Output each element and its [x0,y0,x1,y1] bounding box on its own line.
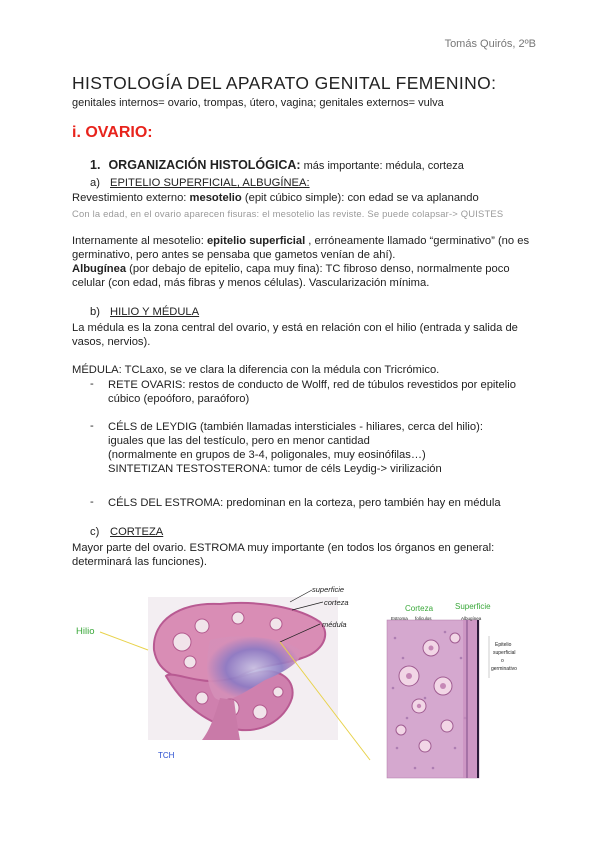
bullet-leydig-l2: iguales que las del testículo, pero en menor cantidad [108,435,370,447]
bullet-leydig-l3: (normalmente en grupos de 3-4, poligonales, muy eosinófilas…) [108,449,426,461]
note-line: superficial [493,650,516,656]
label-sub1: Estroma [391,616,408,621]
subheading-b [90,306,199,318]
text-bold: mesotelio [189,192,242,204]
follicle [173,633,191,651]
label-superficie: superficie [312,585,345,594]
bullet-rete-l2: cúbico (epoóforo, paraóforo) [108,393,250,405]
cortex-detail-figure [385,598,530,780]
bullet-leydig-l1: CÉLS de LEYDIG (también llamadas intersticiales - hiliares, cerca del hilio): [108,421,483,433]
text-segment: (por debajo de epitelio, capa muy fina): TC fibroso denso, normalmente poco [126,263,510,275]
follicle [184,656,196,668]
bullet-estroma-l1: CÉLS DEL ESTROMA: predominan en la corteza, pero también hay en médula [108,497,501,509]
ovary-section-figure [70,580,380,770]
paragraph-medula-l3: MÉDULA: TCLaxo, se ve clara la diferencia con la médula con Tricrómico. [72,364,440,376]
bullet-dash: - [90,378,94,390]
text-bold: epitelio superficial [206,235,306,247]
note-line: Epitelio [495,642,512,648]
paragraph-medula-l1: La médula es la zona central del ovario, y está en relación con el hilio (entrada y salida de [72,322,518,334]
label-sub3: Albugínea [461,616,482,621]
document-subtitle: genitales internos= ovario, trompas, útero, vagina; genitales externos= vulva [72,97,444,109]
bullet-rete-l1: RETE OVARIS: restos de conducto de Wolff, red de túbulos revestidos por epitelio [108,379,516,391]
paragraph-corteza-l2: determinará las funciones). [72,556,207,568]
heading-title: ORGANIZACIÓN HISTOLÓGICA: [108,158,301,172]
label-medula: médula [322,620,347,629]
section-title: i. OVARIO: [72,124,153,141]
paragraph-albuginea-l2: celular (con edad, más fibras y menos células). Vascularización mínima. [72,277,430,289]
subheading-letter: c) [90,526,100,538]
epithelium-note [491,642,517,672]
subheading-c [90,526,163,538]
follicle [253,705,267,719]
text-segment: (epit cúbico simple): con edad se va aplanando [241,192,479,204]
bullet-dash: - [90,420,94,432]
follicle [273,687,283,697]
paragraph-mesotelio [72,191,479,206]
text-segment: Internamente al mesotelio: [72,235,207,247]
follicle [195,619,209,633]
text-segment: Revestimiento externo: [72,192,190,204]
paragraph-epitelio-l1 [72,234,529,249]
subheading-a [90,177,310,189]
follicle [196,692,208,704]
paragraph-medula-l2: vasos, nervios). [72,336,151,348]
note-quistes: Con la edad, en el ovario aparecen fisuras: el mesotelio las reviste. Se puede colapsar-> QUISTES [72,208,504,219]
label-corteza: Corteza [405,604,434,613]
follicle [232,612,244,624]
subheading-letter: b) [90,306,100,318]
heading-number: 1. [90,158,101,172]
subheading-title: EPITELIO SUPERFICIAL, ALBUGÍNEA: [110,177,310,189]
follicle [270,618,282,630]
paragraph-epitelio-l2: germinativo, pero antes se pensaba que gametos venían de ahí). [72,249,396,261]
bullet-dash: - [90,496,94,508]
document-title: HISTOLOGÍA DEL APARATO GENITAL FEMENINO: [72,73,497,93]
albuginea-band [463,620,479,778]
text-segment: , erróneamente llamado “germinativo” (no es [305,235,530,247]
subheading-letter: a) [90,177,100,189]
note-line: germinativo [491,666,517,672]
heading-rest: más importante: médula, corteza [300,160,464,172]
bullet-leydig-l4: SINTETIZAN TESTOSTERONA: tumor de céls Leydig-> virilización [108,463,442,475]
author-header: Tomás Quirós, 2ºB [444,38,536,50]
subheading-title: HILIO Y MÉDULA [110,306,200,318]
pointer-hilio [100,632,148,650]
paragraph-albuginea-l1 [72,262,510,277]
note-line: o [501,658,504,664]
label-sub2: folículos [415,616,432,621]
label-stain: TCH [158,751,175,760]
heading-organizacion [90,158,464,172]
paragraph-corteza-l1: Mayor parte del ovario. ESTROMA muy importante (en todos los órganos en general: [72,542,495,554]
label-corteza: corteza [324,598,349,607]
text-bold: Albugínea [72,263,127,275]
subheading-title: CORTEZA [110,526,164,538]
label-superficie: Superficie [455,602,491,611]
label-hilio: Hilio [76,626,95,637]
